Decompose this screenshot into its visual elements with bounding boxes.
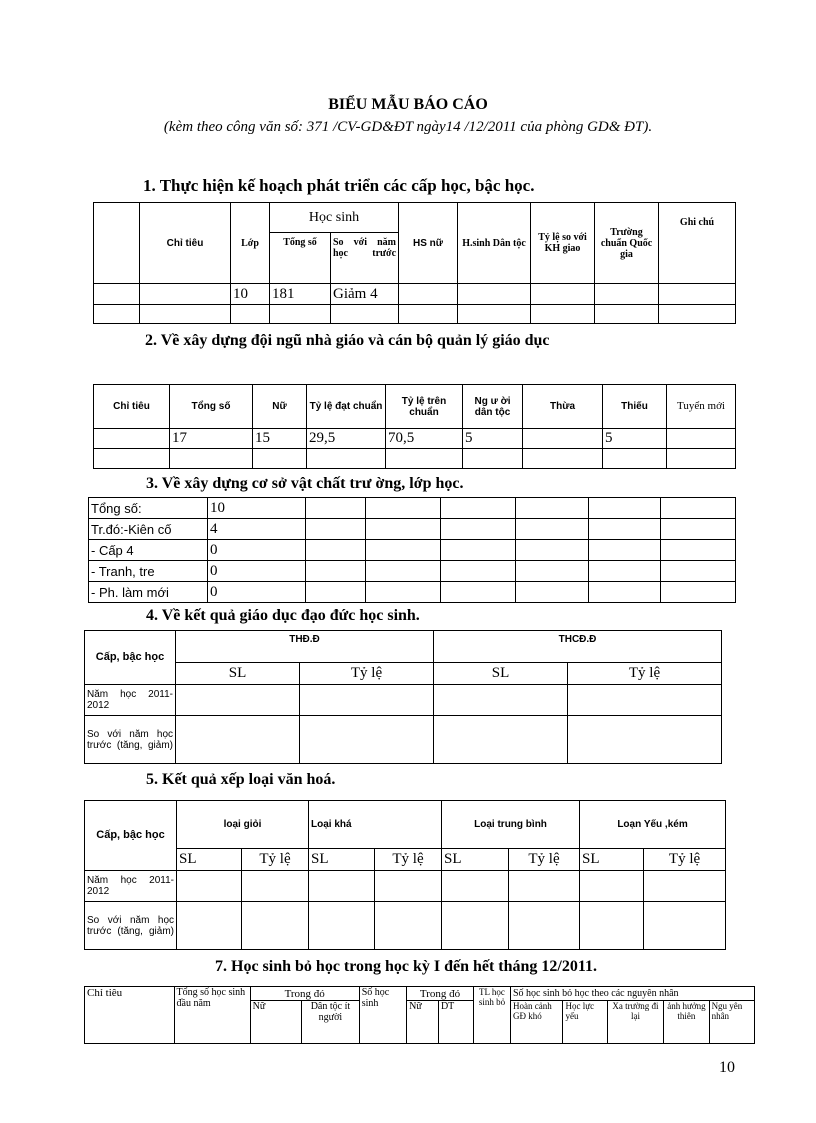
section-3-heading: 3. Về xây dựng cơ sở vật chất trư ờng, lớp học. [146, 475, 464, 492]
s4-row-sovoi: So với năm học trước (tăng, giảm) [85, 716, 176, 764]
s2-header-dantoc: Ng ư ời dân tộc [463, 385, 523, 429]
s7-header-xatruong: Xa trường đi lại [607, 1001, 664, 1044]
s3-label-tranhtre: - Tranh, tre [89, 561, 208, 582]
s1-blank-header [94, 203, 140, 284]
s5-header-cap: Cấp, bậc học [85, 801, 177, 871]
section-2-heading: 2. Về xây dựng đội ngũ nhà giáo và cán bộ quản lý giáo dục [145, 332, 550, 349]
document-title: BIỂU MẪU BÁO CÁO [328, 96, 488, 113]
s1-header-sovoi: So với năm học trước [331, 233, 399, 284]
section-4-heading: 4. Về kết quả giáo dục đạo đức học sinh. [146, 607, 420, 624]
s7-header-hocluc: Học lực yếu [563, 1001, 607, 1044]
s2-value-chitieu [94, 429, 170, 449]
s5-header-tyle-1: Tỷ lệ [242, 849, 309, 871]
s5-header-sl-3: SL [442, 849, 509, 871]
section-2-table [93, 384, 736, 469]
s4-header-tyle-2: Tỷ lệ [568, 663, 722, 685]
s7-header-so: Số học sinh [359, 987, 406, 1044]
s5-header-sl-2: SL [309, 849, 375, 871]
s1-header-truong: Trường chuẩn Quốc gia [595, 203, 659, 284]
s7-header-trongdo: Trong đó [250, 987, 359, 1001]
s2-value-datchuan: 29,5 [307, 429, 386, 449]
s2-value-tongso: 17 [170, 429, 253, 449]
s3-value-kienco: 4 [208, 519, 306, 540]
s2-value-thieu: 5 [603, 429, 667, 449]
s5-header-trungbinh: Loại trung bình [442, 801, 580, 849]
s4-header-sl-1: SL [176, 663, 300, 685]
s5-header-sl-4: SL [580, 849, 644, 871]
s1-header-tyle: Tỷ lệ so với KH giao [531, 203, 595, 284]
document-subtitle: (kèm theo công văn số: 371 /CV-GD&ĐT ngày14 /12/2011 của phòng GD& ĐT). [163, 119, 653, 135]
s7-header-anhhuong: ảnh hưởng thiên [664, 1001, 709, 1044]
s4-header-cap: Cấp, bậc học [85, 631, 176, 685]
s1-value-sovoi: Giảm 4 [331, 284, 399, 305]
s7-header-dantoc: Dân tộc ít người [302, 1001, 360, 1044]
s3-value-cap4: 0 [208, 540, 306, 561]
s3-value-lammoi: 0 [208, 582, 306, 603]
section-7-heading: 7. Học sinh bỏ học trong học kỳ I đến hết tháng 12/2011. [215, 958, 597, 975]
section-1-table [93, 202, 736, 324]
s7-header-nguyennhan: Số học sinh bỏ học theo các nguyên nhân [510, 987, 754, 1001]
s7-header-tl: TL học sinh bỏ [473, 987, 510, 1044]
s7-header-dt: DT [438, 1001, 473, 1044]
s2-value-thua [523, 429, 603, 449]
s2-value-tuyenmoi [667, 429, 736, 449]
s5-header-tyle-2: Tỷ lệ [375, 849, 442, 871]
section-5-table [84, 800, 726, 950]
s2-value-dantoc: 5 [463, 429, 523, 449]
s1-header-hsnu: HS nữ [399, 203, 458, 284]
s5-header-gioi: loại giỏi [177, 801, 309, 849]
s2-header-tuyenmoi: Tuyển mới [667, 385, 736, 429]
s5-header-tyle-3: Tỷ lệ [509, 849, 580, 871]
s3-label-kienco: Tr.đó:-Kiên cố [89, 519, 208, 540]
s3-value-tranhtre: 0 [208, 561, 306, 582]
s7-header-nu-2: Nữ [407, 1001, 439, 1044]
s7-header-chitieu: Chỉ tiêu [85, 987, 175, 1044]
s2-header-trenchuan: Tỷ lệ trên chuẩn [386, 385, 463, 429]
section-4-table [84, 630, 722, 764]
s3-value-tongso: 10 [208, 498, 306, 519]
section-3-table [88, 497, 736, 603]
s5-row-namhoc: Năm học 2011-2012 [85, 871, 177, 902]
s3-label-cap4: - Cấp 4 [89, 540, 208, 561]
s1-header-dantoc: H.sinh Dân tộc [458, 203, 531, 284]
s1-header-chitieu: Chỉ tiêu [140, 203, 231, 284]
s7-header-nguyennhan-other: Ngu yên nhân [709, 1001, 754, 1044]
s5-header-sl-1: SL [177, 849, 242, 871]
s2-header-thua: Thừa [523, 385, 603, 429]
section-7-table [84, 986, 755, 1044]
s1-header-ghichu: Ghi chú [659, 203, 736, 284]
s4-row-namhoc: Năm học 2011-2012 [85, 685, 176, 716]
s5-header-yeukem: Loạn Yếu ,kém [580, 801, 726, 849]
s2-header-nu: Nữ [253, 385, 307, 429]
s5-header-tyle-4: Tỷ lệ [644, 849, 726, 871]
s4-header-sl-2: SL [434, 663, 568, 685]
s7-header-nu: Nữ [250, 1001, 301, 1044]
s7-header-hoancanh: Hoàn cảnh GĐ khó [510, 1001, 562, 1044]
s2-value-trenchuan: 70,5 [386, 429, 463, 449]
s2-header-tongso: Tổng số [170, 385, 253, 429]
s1-value-tongso: 181 [270, 284, 331, 305]
section-5-heading: 5. Kết quả xếp loại văn hoá. [146, 771, 336, 788]
s2-header-datchuan: Tỷ lệ đạt chuẩn [307, 385, 386, 429]
s2-header-chitieu: Chỉ tiêu [94, 385, 170, 429]
s4-header-tyle-1: Tỷ lệ [300, 663, 434, 685]
s1-value-lop: 10 [231, 284, 270, 305]
page-number: 10 [719, 1059, 735, 1076]
s2-header-thieu: Thiếu [603, 385, 667, 429]
s4-header-thcdd: THCĐ.Đ [434, 631, 722, 663]
s1-header-hocsinh: Học sinh [270, 203, 399, 233]
s4-header-thdd: THĐ.Đ [176, 631, 434, 663]
section-1-heading: 1. Thực hiện kế hoạch phát triển các cấp học, bậc học. [143, 176, 535, 195]
s1-header-tongso: Tổng số [270, 233, 331, 284]
s3-label-lammoi: - Ph. làm mới [89, 582, 208, 603]
s3-label-tongso: Tổng số: [89, 498, 208, 519]
s7-header-trongdo-2: Trong đó [407, 987, 474, 1001]
s5-row-sovoi: So với năm học trước (tăng, giảm) [85, 902, 177, 950]
s2-value-nu: 15 [253, 429, 307, 449]
s7-header-tongso: Tổng số học sinh đầu năm [174, 987, 250, 1044]
s5-header-kha: Loại khá [309, 801, 442, 849]
s1-header-lop: Lớp [231, 203, 270, 284]
